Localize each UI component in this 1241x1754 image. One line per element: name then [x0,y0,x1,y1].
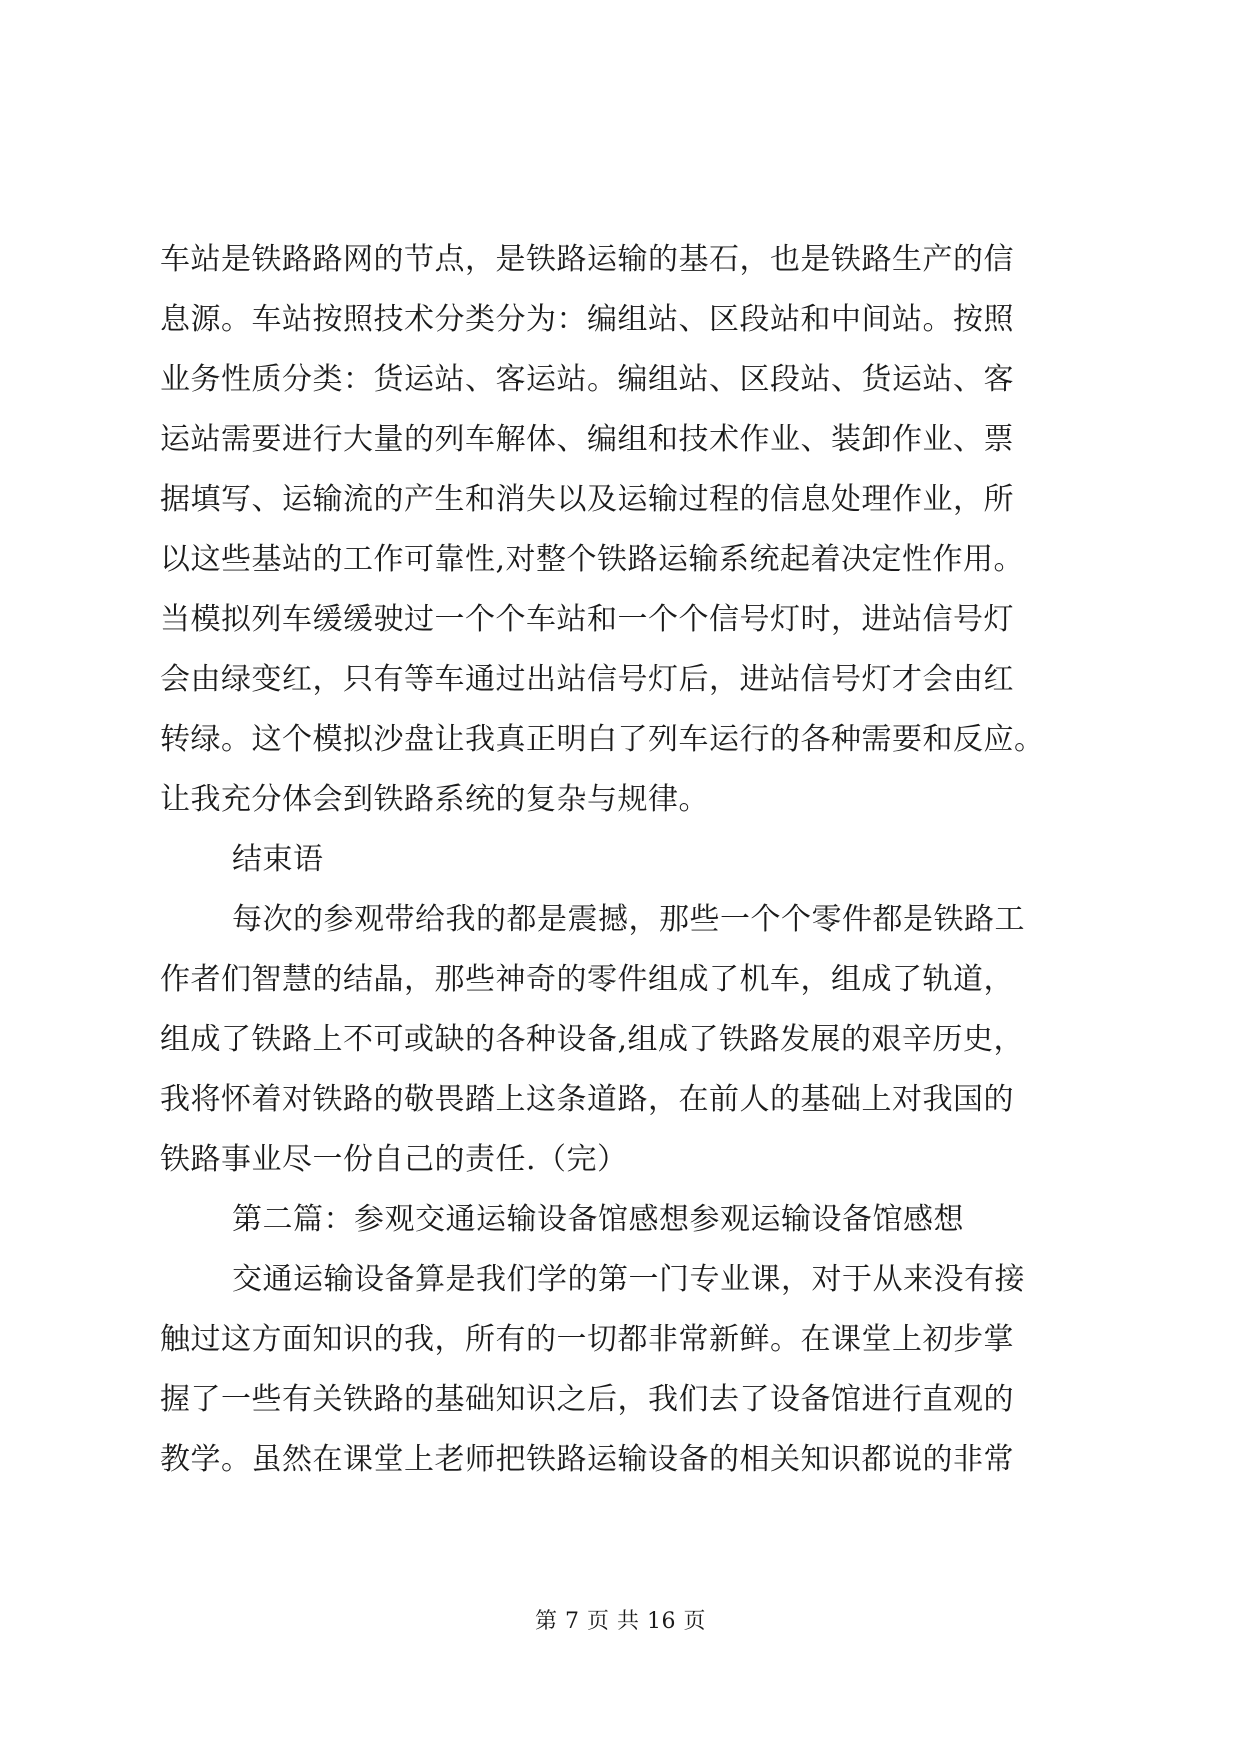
text-line: 我将怀着对铁路的敬畏踏上这条道路，在前人的基础上对我国的 [160,1082,1014,1117]
body-text [160,230,1080,1490]
text-line: 每次的参观带给我的都是震撼，那些一个个零件都是铁路工 [232,902,1025,937]
text-line: 以这些基站的工作可靠性,对整个铁路运输系统起着决定性作用。 [160,542,1025,577]
text-line: 组成了铁路上不可或缺的各种设备,组成了铁路发展的艰辛历史， [160,1022,1025,1057]
text-line: 息源。车站按照技术分类分为：编组站、区段站和中间站。按照 [160,302,1014,337]
text-line: 转绿。这个模拟沙盘让我真正明白了列车运行的各种需要和反应。 [160,722,1045,757]
text-line: 交通运输设备算是我们学的第一门专业课，对于从来没有接 [232,1262,1025,1297]
text-line: 握了一些有关铁路的基础知识之后，我们去了设备馆进行直观的 [160,1382,1014,1417]
section-heading: 结束语 [232,842,324,877]
text-line: 铁路事业尽一份自己的责任.（完） [160,1142,628,1177]
text-line: 作者们智慧的结晶，那些神奇的零件组成了机车，组成了轨道， [160,962,1014,997]
text-line: 业务性质分类：货运站、客运站。编组站、区段站、货运站、客 [160,362,1014,397]
text-line: 触过这方面知识的我，所有的一切都非常新鲜。在课堂上初步掌 [160,1322,1014,1357]
text-line: 车站是铁路路网的节点，是铁路运输的基石，也是铁路生产的信 [160,242,1014,277]
text-line: 会由绿变红，只有等车通过出站信号灯后，进站信号灯才会由红 [160,662,1014,697]
section-heading: 第二篇：参观交通运输设备馆感想参观运输设备馆感想 [232,1202,964,1237]
text-line: 让我充分体会到铁路系统的复杂与规律。 [160,782,709,817]
text-line: 教学。虽然在课堂上老师把铁路运输设备的相关知识都说的非常 [160,1442,1014,1477]
text-line: 运站需要进行大量的列车解体、编组和技术作业、装卸作业、票 [160,422,1014,457]
page-footer: 第 7 页 共 16 页 [535,1609,706,1634]
text-line: 据填写、运输流的产生和消失以及运输过程的信息处理作业，所 [160,482,1014,517]
text-line: 当模拟列车缓缓驶过一个个车站和一个个信号灯时，进站信号灯 [160,602,1014,637]
